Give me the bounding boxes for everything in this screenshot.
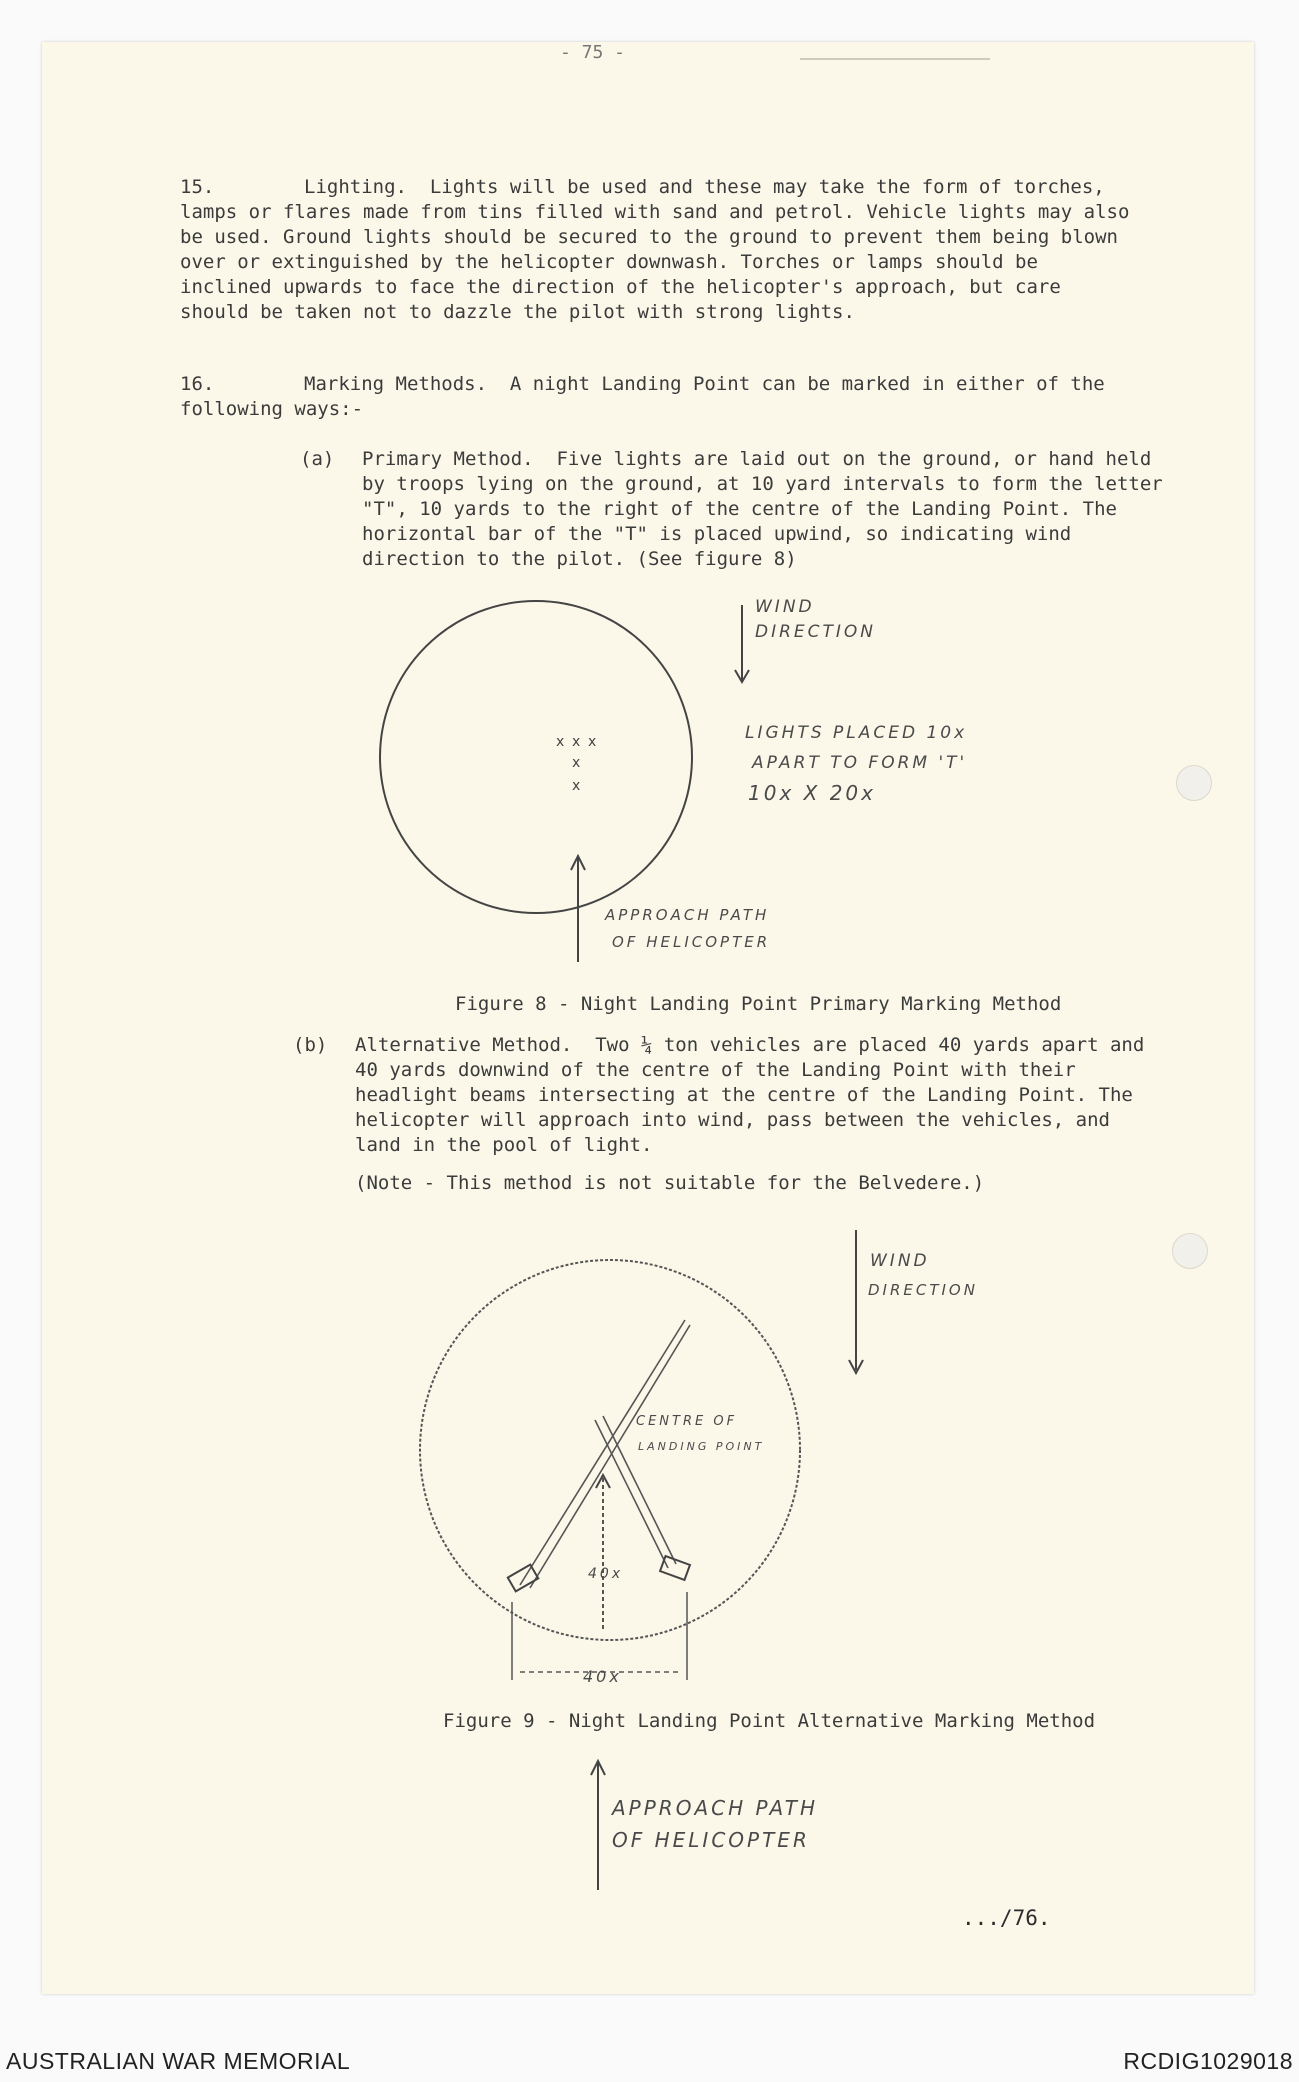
paragraph-heading: Alternative Method. xyxy=(355,1034,573,1056)
vertical-distance-label: 40x xyxy=(588,1566,624,1582)
paragraph-number: 15. xyxy=(180,176,215,198)
punch-hole-upper xyxy=(1176,765,1212,801)
svg-text:x: x xyxy=(588,734,597,750)
approach-label-line-2: OF HELICOPTER xyxy=(612,1828,810,1852)
vehicle-left-icon xyxy=(508,1565,539,1592)
wind-label-line-2: DIRECTION xyxy=(868,1281,978,1299)
archive-identifier: RCDIG1029018 xyxy=(1123,2048,1293,2074)
wind-label-line-2: DIRECTION xyxy=(755,622,877,642)
document-page xyxy=(42,42,1254,1994)
paragraph-body xyxy=(355,1033,1165,1158)
lights-label-line-2: APART TO FORM 'T' xyxy=(752,753,968,773)
horizontal-distance-label: 40x xyxy=(583,1667,622,1686)
figure-9-caption: Figure 9 - Night Landing Point Alternative Marking Method xyxy=(443,1710,1096,1732)
figure-9-diagram xyxy=(400,1230,1040,1700)
subparagraph-letter: (b) xyxy=(293,1034,328,1056)
paragraph-16 xyxy=(180,372,1140,422)
paragraph-text: A night Landing Point can be marked in either of the following ways:- xyxy=(180,373,1105,420)
paragraph-15 xyxy=(180,175,1140,325)
wind-label-line-1: WIND xyxy=(870,1251,930,1271)
paragraph-16b-note: (Note - This method is not suitable for the Belvedere.) xyxy=(355,1172,985,1194)
svg-text:x: x xyxy=(556,734,565,750)
paragraph-heading: Lighting. xyxy=(304,176,407,198)
paragraph-number: 16. xyxy=(180,373,215,395)
wind-label-line-1: WIND xyxy=(755,597,815,617)
figure-8-caption: Figure 8 - Night Landing Point Primary Marking Method xyxy=(455,993,1062,1015)
archive-credit: AUSTRALIAN WAR MEMORIAL xyxy=(6,2048,351,2074)
svg-text:x: x xyxy=(572,778,581,794)
figure-9-approach xyxy=(580,1755,900,1895)
punch-hole-lower xyxy=(1172,1233,1208,1269)
paragraph-text: Five lights are laid out on the ground, or hand held by troops lying on the ground, at 10 yard intervals to form the letter "T", 10 yards to the right of the centre of the Landing Point. The horizontal bar of the "T" is placed upwind, so indicating wind direction to the pilot. (See figure 8) xyxy=(362,448,1163,570)
centre-label-line-1: CENTRE OF xyxy=(636,1414,738,1429)
paragraph-body xyxy=(362,447,1172,572)
svg-text:x: x xyxy=(572,755,581,771)
approach-label-line-1: APPROACH PATH xyxy=(612,1796,819,1820)
landing-point-circle xyxy=(380,601,692,913)
lights-t-marks xyxy=(556,734,596,794)
paragraph-16b xyxy=(293,1033,1165,1158)
lights-label-line-1: LIGHTS PLACED 10x xyxy=(745,723,968,743)
paragraph-body xyxy=(180,175,1140,325)
centre-label-line-2: LANDING POINT xyxy=(638,1440,765,1453)
paragraph-16a xyxy=(300,447,1172,572)
svg-text:x: x xyxy=(572,734,581,750)
page-number-mark: - 75 - xyxy=(560,42,626,63)
lights-label-line-3: 10x X 20x xyxy=(748,781,876,805)
header-rule xyxy=(800,58,990,60)
subparagraph-letter: (a) xyxy=(300,448,335,470)
paragraph-heading: Primary Method. xyxy=(362,448,534,470)
paragraph-text: Two ¼ ton vehicles are placed 40 yards apart and 40 yards downwind of the centre of the Landing Point with their headlight beams intersecting at the centre of the Landing Point. The helicopter will approach into wind, pass between the vehicles, and land in the pool of light. xyxy=(355,1034,1145,1156)
paragraph-text: Lights will be used and these may take the form of torches, lamps or flares made from tins filled with sand and petrol. Vehicle lights may also be used. Ground lights should be secured to the ground to prevent them being blown over or extinguished by the helicopter downwash. Torches or lamps should be inclined upwards to face the direction of the helicopter's approach, but care should be taken not to dazzle the pilot with strong lights. xyxy=(180,176,1130,323)
approach-label-line-2: OF HELICOPTER xyxy=(612,933,771,951)
paragraph-heading: Marking Methods. xyxy=(304,373,488,395)
figure-8-diagram xyxy=(380,590,1200,990)
paragraph-body xyxy=(180,372,1140,422)
vehicle-right-icon xyxy=(660,1556,690,1580)
next-page-reference: .../76. xyxy=(962,1906,1051,1930)
headlight-beams xyxy=(520,1320,690,1588)
approach-label-line-1: APPROACH PATH xyxy=(605,906,770,924)
